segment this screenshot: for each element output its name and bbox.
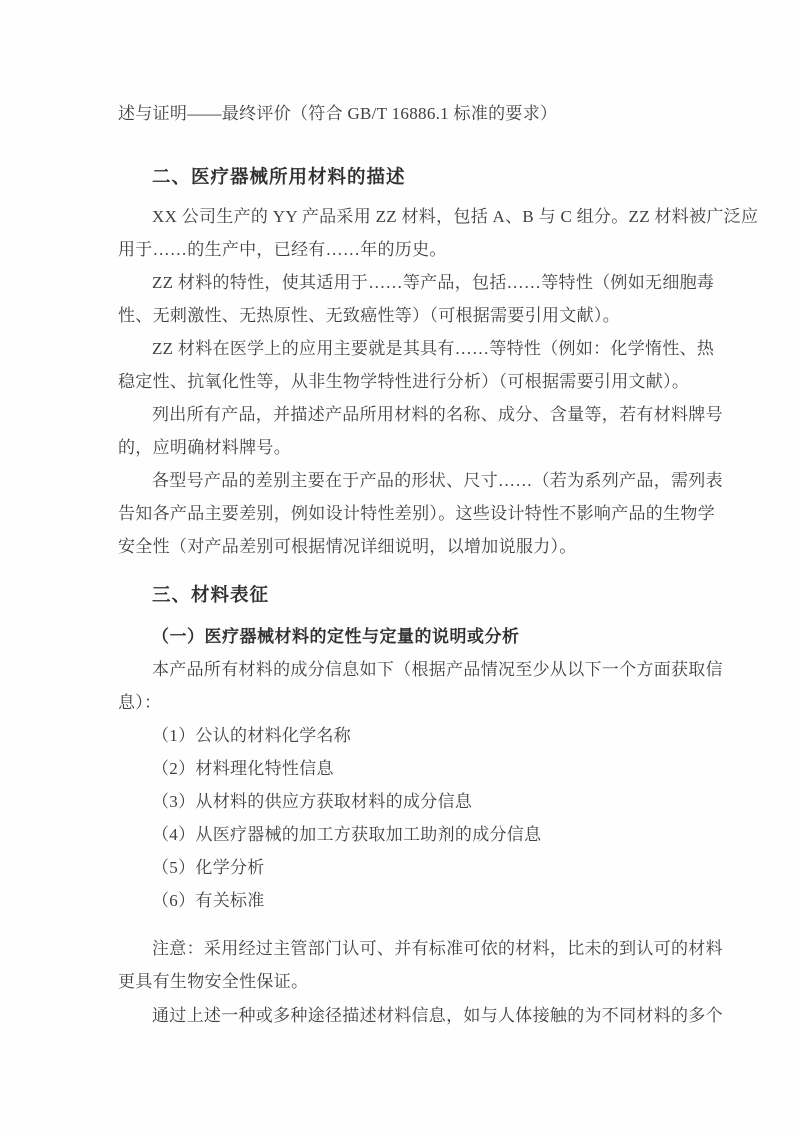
text-line: 各型号产品的差别主要在于产品的形状、尺寸……（若为系列产品，需列表: [152, 471, 723, 490]
list-item: （3）从材料的供应方获取材料的成分信息: [152, 792, 473, 811]
text-line: ZZ 材料的特性，使其适用于……等产品，包括……等特性（例如无细胞毒: [152, 273, 715, 292]
text-line: 的，应明确材料牌号。: [118, 438, 291, 457]
text-line: 列出所有产品，并描述产品所用材料的名称、成分、含量等，若有材料牌号: [152, 405, 723, 424]
document-content: [118, 0, 759, 1131]
note-line: 更具有生物安全性保证。: [118, 972, 309, 991]
section3-subheading: （一）医疗器械材料的定性与定量的说明或分析: [152, 627, 520, 646]
lead-line: 述与证明——最终评价（符合 GB/T 16886.1 标准的要求）: [118, 104, 558, 123]
text-line: 用于……的生产中，已经有……年的历史。: [118, 240, 447, 259]
list-item: （1）公认的材料化学名称: [152, 726, 352, 745]
list-item: （4）从医疗器械的加工方获取加工助剂的成分信息: [152, 825, 542, 844]
section2-heading: 二、医疗器械所用材料的描述: [152, 168, 406, 188]
list-item: （6）有关标准: [152, 891, 265, 910]
text-line: 本产品所有材料的成分信息如下（根据产品情况至少从以下一个方面获取信: [152, 660, 723, 679]
list-item: （2）材料理化特性信息: [152, 759, 334, 778]
text-line: 告知各产品主要差别，例如设计特性差别）。这些设计特性不影响产品的生物学: [118, 504, 715, 523]
text-line: XX 公司生产的 YY 产品采用 ZZ 材料，包括 A、B 与 C 组分。ZZ 材料被广泛应: [152, 207, 759, 226]
text-line: 性、无刺激性、无热原性、无致癌性等）（可根据需要引用文献）。: [118, 306, 620, 325]
closing-line: 通过上述一种或多种途径描述材料信息，如与人体接触的为不同材料的多个: [152, 1006, 723, 1025]
text-line: 息）：: [118, 693, 162, 712]
note-line: 注意：采用经过主管部门认可、并有标准可依的材料，比未的到认可的材料: [152, 939, 723, 958]
section3-heading: 三、材料表征: [152, 586, 270, 606]
list-item: （5）化学分析: [152, 858, 265, 877]
text-line: 稳定性、抗氧化性等，从非生物学特性进行分析）（可根据需要引用文献）。: [118, 372, 690, 391]
text-line: ZZ 材料在医学上的应用主要就是其具有……等特性（例如：化学惰性、热: [152, 339, 715, 358]
text-line: 安全性（对产品差别可根据情况详细说明，以增加说服力）。: [118, 537, 577, 556]
